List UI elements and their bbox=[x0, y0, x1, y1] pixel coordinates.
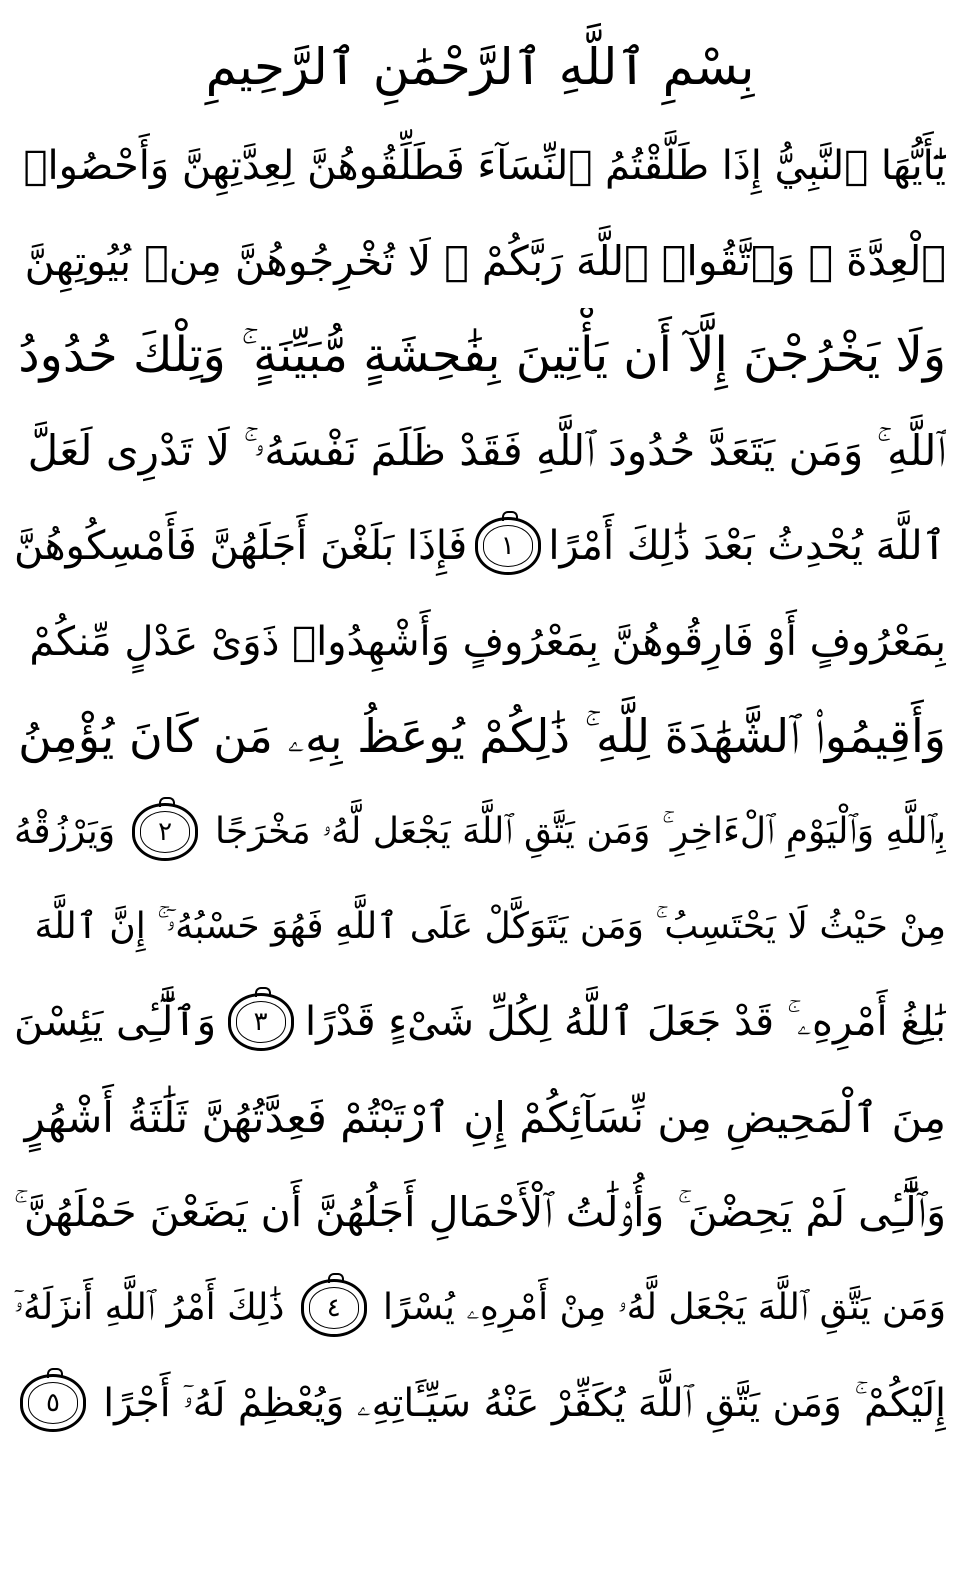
ayah-number-marker: ٤ bbox=[301, 1279, 367, 1337]
verse-text: ٱللَّهِ ۚ وَمَن يَتَعَدَّ حُدُودَ ٱللَّهِ فَقَدْ ظَلَمَ نَفْسَهُۥ ۚ لَا تَدْرِى لَعَلَّ bbox=[27, 426, 946, 476]
verse-line bbox=[14, 975, 946, 1070]
verse-line bbox=[14, 118, 946, 213]
verse-text: وَٱلَّٰٓـِٔى لَمْ يَحِضْنَ ۚ وَأُو۟لَٰتُ ٱلْأَحْمَالِ أَجَلُهُنَّ أَن يَضَعْنَ حَمْلَهُنَّ ۚ bbox=[14, 1188, 946, 1237]
verse-text: ٱلْعِدَّةَ ۖ وَٱتَّقُوا۟ ٱللَّهَ رَبَّكُمْ ۖ لَا تُخْرِجُوهُنَّ مِنۢ بُيُوتِهِنَّ bbox=[24, 236, 946, 285]
verse-line bbox=[14, 689, 946, 784]
verse-text: بِٱللَّهِ وَٱلْيَوْمِ ٱلْءَاخِرِ ۚ وَمَن يَتَّقِ ٱللَّهَ يَجْعَل لَّهُۥ مَخْرَجًا bbox=[215, 810, 946, 852]
verse-line bbox=[14, 1070, 946, 1165]
basmala: بِسْمِ ٱللَّهِ ٱلرَّحْمَٰنِ ٱلرَّحِيمِ bbox=[205, 38, 755, 96]
verse-text: ذَٰلِكَ أَمْرُ ٱللَّهِ أَنزَلَهُۥٓ bbox=[14, 1286, 285, 1328]
verse-text: وَأَقِيمُوا۟ ٱلشَّهَٰدَةَ لِلَّهِ ۚ ذَٰلِكُمْ يُوعَظُ بِهِۦ مَن كَانَ يُؤْمِنُ bbox=[18, 708, 946, 763]
verse-line bbox=[14, 308, 946, 403]
ayah-number-marker: ٥ bbox=[20, 1374, 86, 1432]
verse-line bbox=[14, 1260, 946, 1355]
verse-text: وَٱلَّٰٓـِٔى يَئِسْنَ bbox=[14, 999, 217, 1046]
verse-text: وَلَا يَخْرُجْنَ إِلَّآ أَن يَأْتِينَ بِفَٰحِشَةٍ مُّبَيِّنَةٍ ۚ وَتِلْكَ حُدُودُ bbox=[18, 327, 946, 384]
verse-line bbox=[14, 213, 946, 308]
verse-text: بَٰلِغُ أَمْرِهِۦ ۚ قَدْ جَعَلَ ٱللَّهُ لِكُلِّ شَىْءٍ قَدْرًا bbox=[305, 999, 946, 1046]
verse-line bbox=[14, 1355, 946, 1450]
verse-line bbox=[14, 880, 946, 975]
verse-text: مِنْ حَيْثُ لَا يَحْتَسِبُ ۚ وَمَن يَتَوَكَّلْ عَلَى ٱللَّهِ فَهُوَ حَسْبُهُۥٓ ۚ إِنَّ ٱللَّهَ bbox=[34, 906, 946, 948]
verse-line bbox=[14, 594, 946, 689]
verse-text: وَيَرْزُقْهُ bbox=[14, 811, 116, 853]
verse-line bbox=[14, 404, 946, 499]
verse-line bbox=[14, 499, 946, 594]
ayah-number-marker: ١ bbox=[475, 517, 541, 575]
verse-text: مِنَ ٱلْمَحِيضِ مِن نِّسَآئِكُمْ إِنِ ٱرْتَبْتُمْ فَعِدَّتُهُنَّ ثَلَٰثَةُ أَشْهُرٍ bbox=[24, 1092, 946, 1142]
verse-line bbox=[14, 784, 946, 879]
verse-line bbox=[14, 1165, 946, 1260]
ayah-number-marker: ٢ bbox=[132, 803, 198, 861]
verse-text: وَمَن يَتَّقِ ٱللَّهَ يَجْعَل لَّهُۥ مِنْ أَمْرِهِۦ يُسْرًا bbox=[382, 1286, 946, 1328]
verse-text: إِلَيْكُمْ ۚ وَمَن يَتَّقِ ٱللَّهَ يُكَفِّرْ عَنْهُ سَيِّـَٔاتِهِۦ وَيُعْظِمْ لَهُۥٓ أَجْرًا bbox=[103, 1380, 946, 1426]
verse-text: فَإِذَا بَلَغْنَ أَجَلَهُنَّ فَأَمْسِكُوهُنَّ bbox=[14, 523, 468, 570]
ayah-number-marker: ٣ bbox=[228, 993, 294, 1051]
verse-lines bbox=[14, 118, 946, 1451]
verse-text: ٱللَّهَ يُحْدِثُ بَعْدَ ذَٰلِكَ أَمْرًا bbox=[548, 523, 946, 570]
verse-text: بِمَعْرُوفٍ أَوْ فَارِقُوهُنَّ بِمَعْرُوفٍ وَأَشْهِدُوا۟ ذَوَىْ عَدْلٍ مِّنكُمْ bbox=[29, 618, 946, 665]
verse-text: يَٰٓأَيُّهَا ٱلنَّبِيُّ إِذَا طَلَّقْتُمُ ٱلنِّسَآءَ فَطَلِّقُوهُنَّ لِعِدَّتِهِنَّ وَأَحْصُوا۟ bbox=[23, 142, 946, 189]
